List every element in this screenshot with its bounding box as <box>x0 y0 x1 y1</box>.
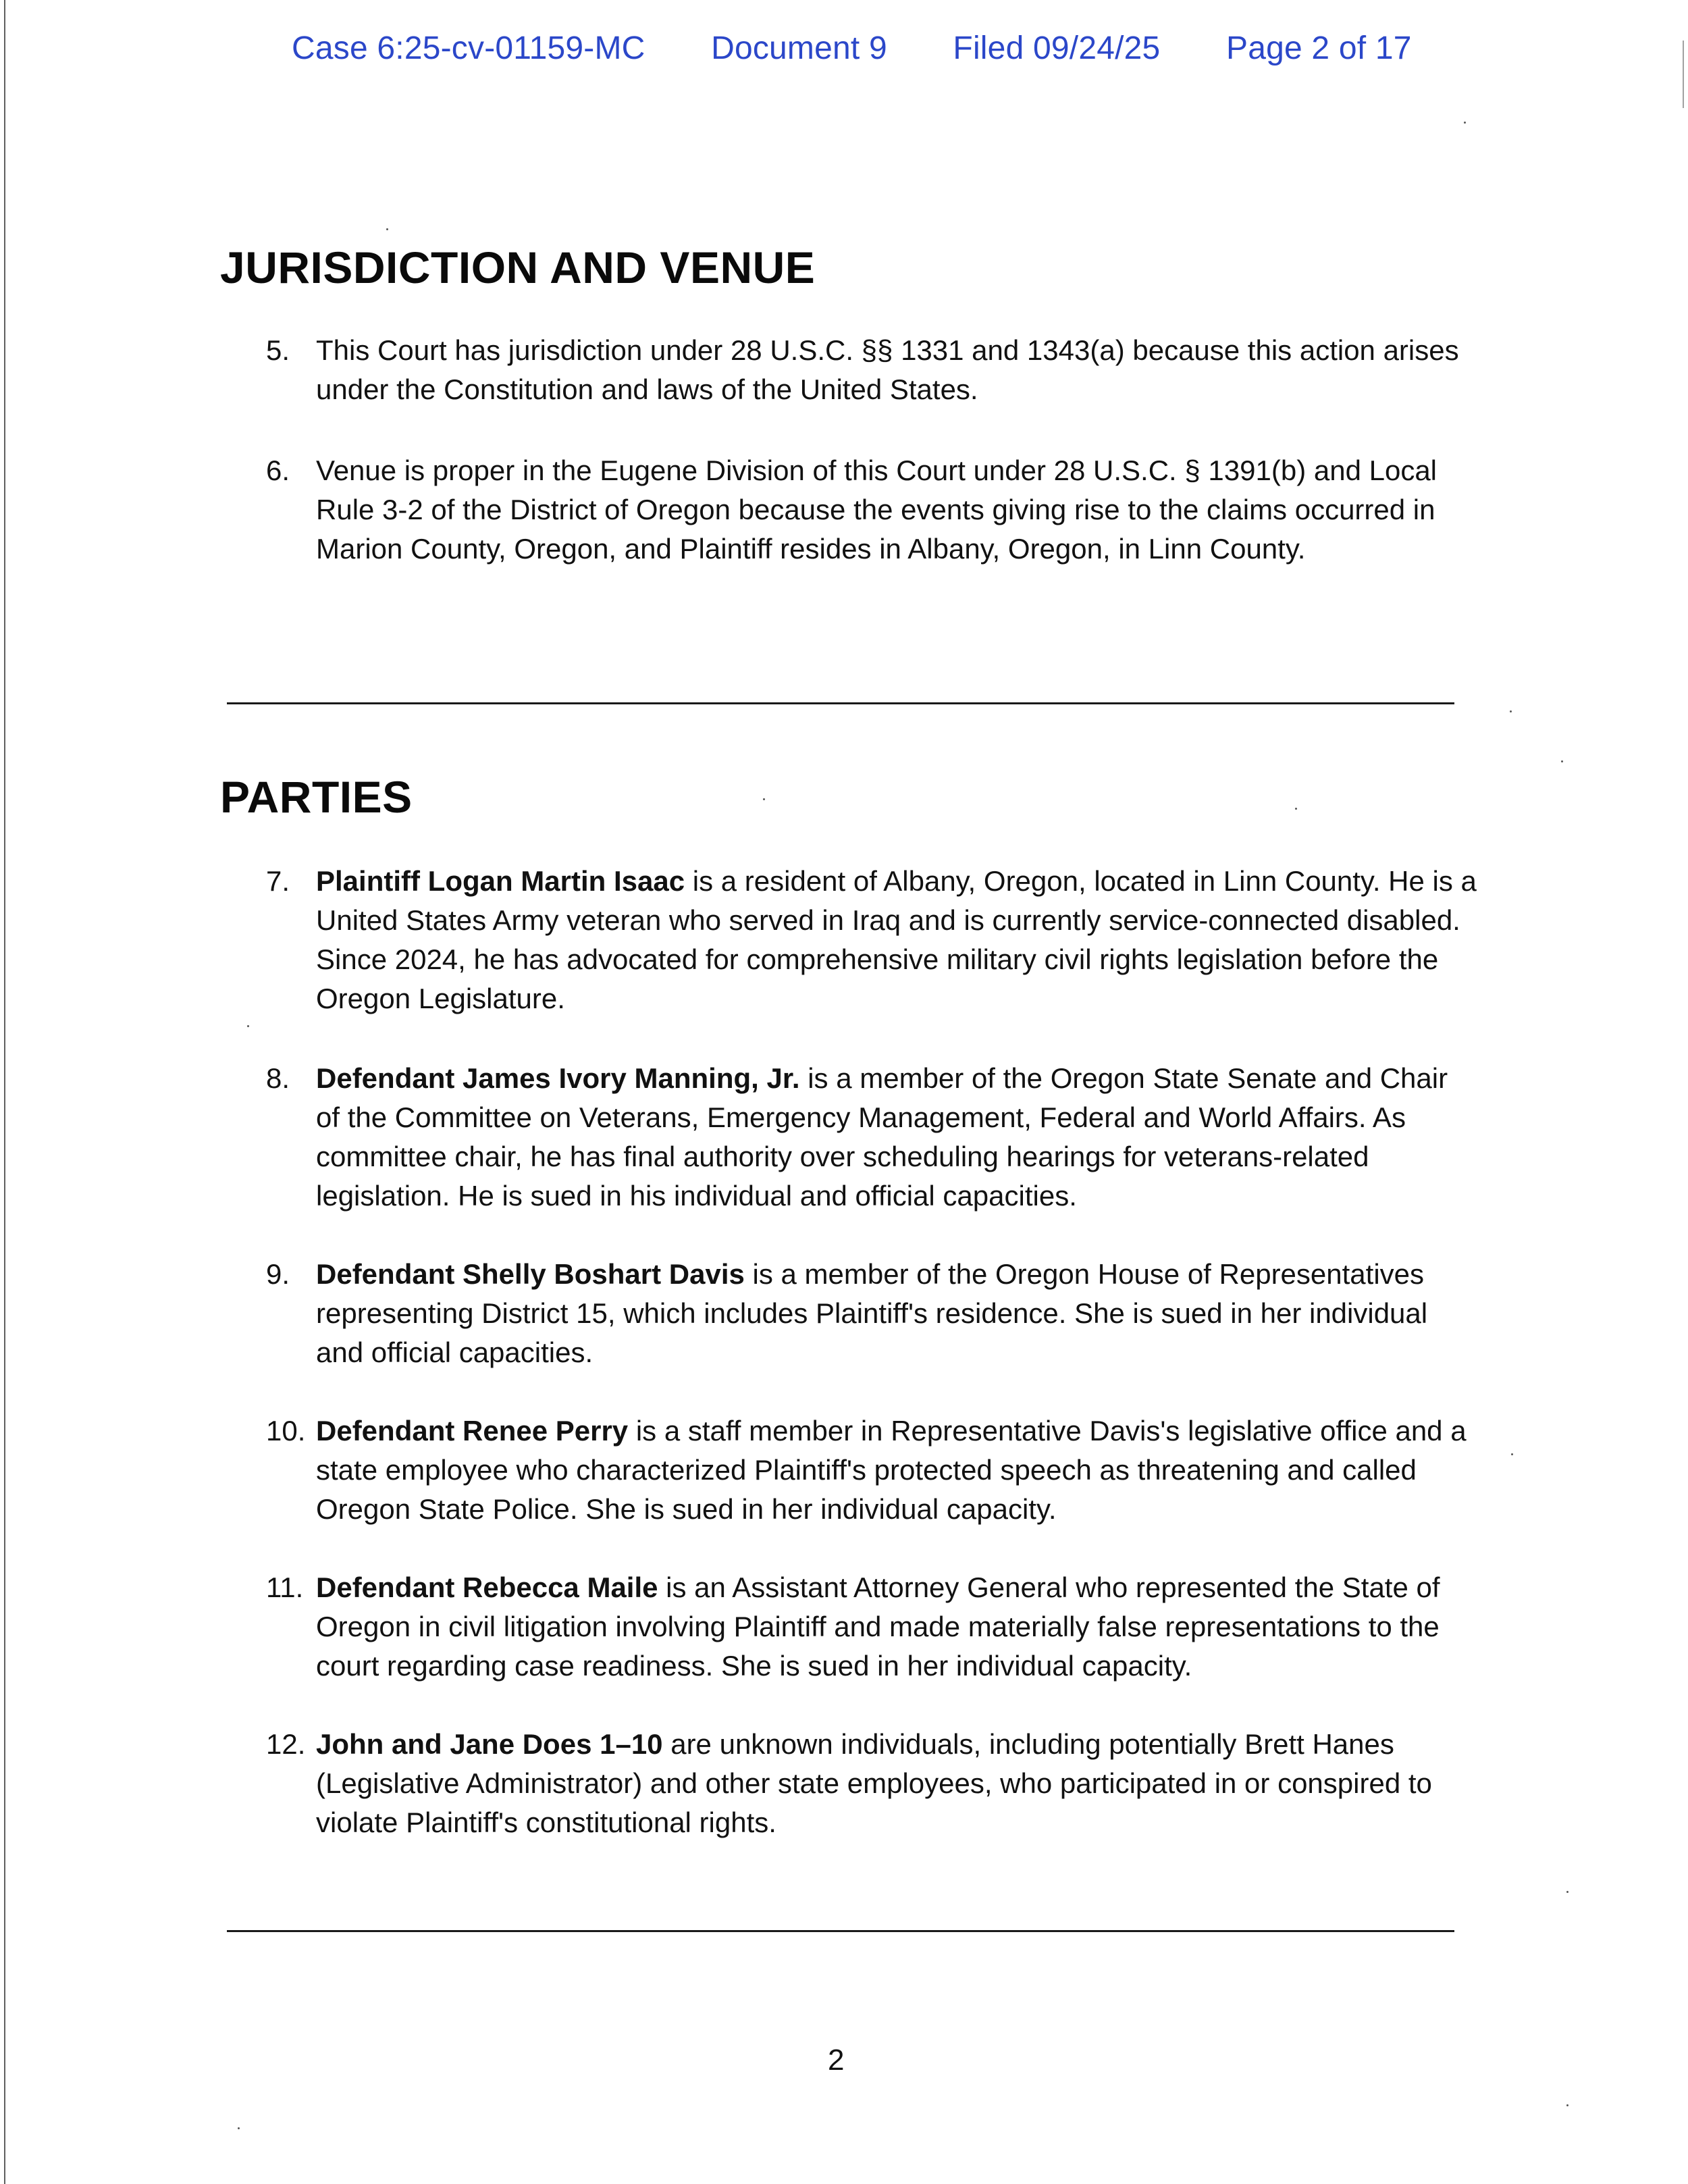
party-name: Defendant Shelly Boshart Davis <box>316 1258 745 1290</box>
item-text <box>316 862 1477 1018</box>
section-divider <box>227 1930 1454 1932</box>
item-text <box>316 451 1477 569</box>
item-body: is a staff member in Representative Davis's legislative office and a state employee who characterized Plaintiff's protected speech as threatening and called Oregon State Police. She is sued in her individual capacity. <box>316 1415 1467 1525</box>
scan-speck <box>238 2127 240 2129</box>
item-number: 5. <box>266 334 290 366</box>
party-name: John and Jane Does 1–10 <box>316 1728 663 1760</box>
scan-speck <box>763 798 765 800</box>
item-body: is a member of the Oregon House of Representatives representing District 15, which includes Plaintiff's residence. She is sued in her individual and official capacities. <box>316 1258 1428 1368</box>
scan-speck <box>1295 808 1297 810</box>
item-text <box>316 1255 1477 1372</box>
item-body: This Court has jurisdiction under 28 U.S.C. §§ 1331 and 1343(a) because this action arises under the Constitution and laws of the United States. <box>316 334 1459 405</box>
scan-speck <box>1566 2104 1568 2106</box>
scan-edge-right <box>1683 41 1684 108</box>
item-text <box>316 331 1477 409</box>
case-number: Case 6:25-cv-01159-MC <box>292 30 645 66</box>
item-number: 9. <box>266 1258 290 1290</box>
document-number: Document 9 <box>711 30 887 66</box>
item-body: Venue is proper in the Eugene Division of this Court under 28 U.S.C. § 1391(b) and Local Rule 3-2 of the District of Oregon because the events giving rise to the claims occurred in Marion County, Oregon, and Plaintiff resides in Albany, Oregon, in Linn County. <box>316 454 1438 565</box>
party-name: Plaintiff Logan Martin Isaac <box>316 865 685 897</box>
scan-speck <box>1510 710 1512 712</box>
section-heading-jurisdiction: JURISDICTION AND VENUE <box>220 242 816 292</box>
item-text <box>316 1725 1477 1842</box>
item-body: is a resident of Albany, Oregon, located in Linn County. He is a United States Army veteran who served in Iraq and is currently service-connected disabled. Since 2024, he has advocated for comprehensive military civil rights legislation before the Oregon Legislature. <box>316 865 1477 1014</box>
item-text <box>316 1411 1477 1529</box>
page-count: Page 2 of 17 <box>1226 30 1412 66</box>
filed-date: Filed 09/24/25 <box>953 30 1161 66</box>
court-filing-header <box>292 30 1412 67</box>
item-body: is a member of the Oregon State Senate and Chair of the Committee on Veterans, Emergency Management, Federal and World Affairs. As committee chair, he has final authority over scheduling hearings for veterans-related legislation. He is sued in his individual and official capacities. <box>316 1062 1448 1212</box>
item-body: is an Assistant Attorney General who represented the State of Oregon in civil litigation involving Plaintiff and made materially false representations to the court regarding case readiness. She is sued in her individual capacity. <box>316 1571 1440 1682</box>
scan-speck <box>1561 760 1563 762</box>
item-number: 8. <box>266 1062 290 1094</box>
scan-speck <box>247 1025 249 1027</box>
item-text <box>316 1059 1477 1216</box>
item-number: 10. <box>266 1415 306 1447</box>
item-body: are unknown individuals, including potentially Brett Hanes (Legislative Administrator) and other state employees, who participated in or conspired to violate Plaintiff's constitutional rights. <box>316 1728 1432 1838</box>
item-number: 12. <box>266 1728 306 1760</box>
party-name: Defendant James Ivory Manning, Jr. <box>316 1062 800 1094</box>
item-number: 7. <box>266 865 290 897</box>
scan-speck <box>1566 1891 1568 1893</box>
item-number: 6. <box>266 454 290 486</box>
section-divider <box>227 702 1454 704</box>
party-name: Defendant Rebecca Maile <box>316 1571 658 1603</box>
party-name: Defendant Renee Perry <box>316 1415 629 1447</box>
item-number: 11. <box>266 1571 304 1603</box>
scan-speck <box>1511 1453 1513 1455</box>
scan-edge-left <box>4 0 5 2184</box>
page-number: 2 <box>828 2044 845 2077</box>
scan-speck <box>386 228 388 230</box>
section-heading-parties: PARTIES <box>220 772 413 822</box>
scan-speck <box>1464 122 1466 124</box>
item-text <box>316 1568 1477 1686</box>
